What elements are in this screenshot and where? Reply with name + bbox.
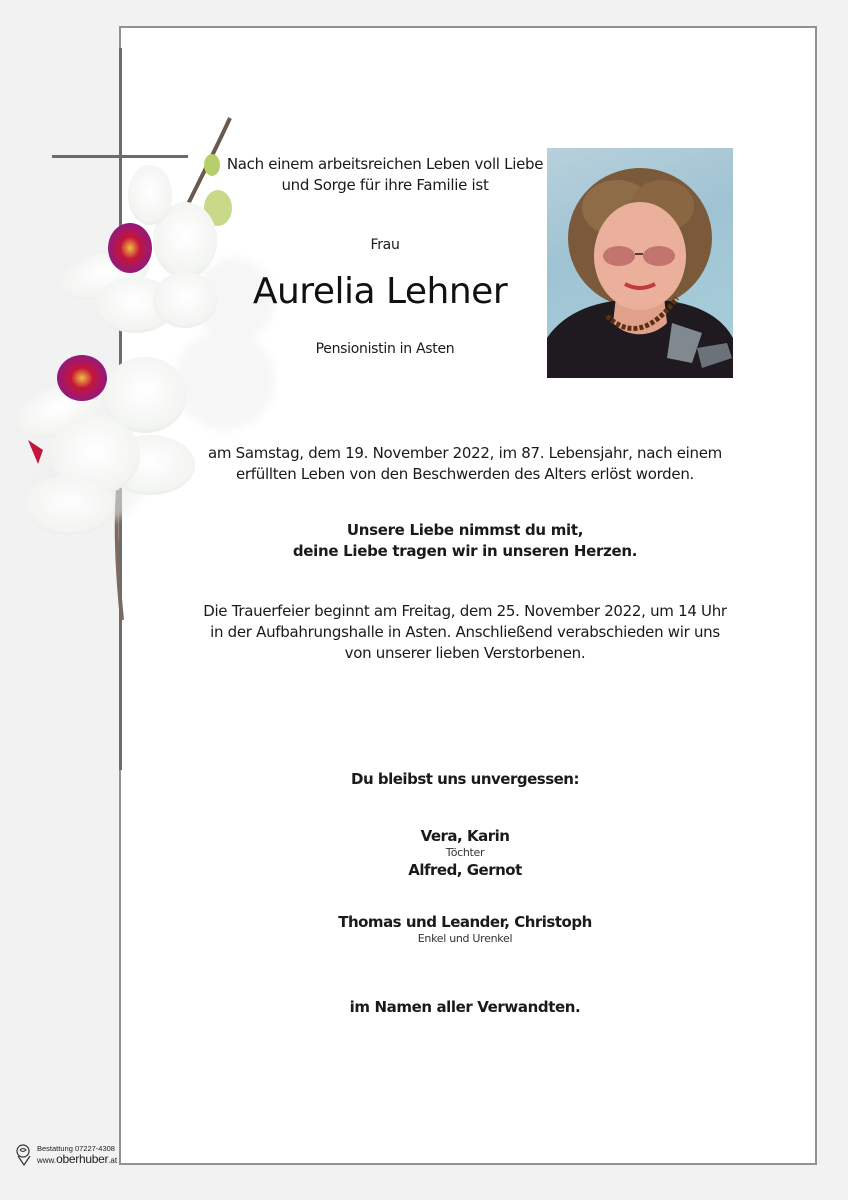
mourner-names: Alfred, Gernot xyxy=(408,861,522,879)
funeral-home-logo xyxy=(14,1144,117,1166)
logo-tld: .at xyxy=(108,1156,118,1165)
mourner-relation: Töchter xyxy=(445,846,485,859)
intro-line: und Sorge für ihre Familie ist xyxy=(281,176,489,194)
mourner-names: Vera, Karin xyxy=(420,827,510,845)
intro-text xyxy=(200,154,570,196)
mourner-group-grandchildren xyxy=(170,912,760,946)
mourner-group-daughters xyxy=(170,826,760,880)
death-line: erfüllten Leben von den Beschwerden des Alters erlöst worden. xyxy=(235,465,695,483)
logo-brand: oberhuber xyxy=(56,1152,109,1166)
ceremony-line: in der Aufbahrungshalle in Asten. Anschließend verabschieden wir uns xyxy=(210,623,720,641)
ceremony-line: Die Trauerfeier beginnt am Freitag, dem 25. November 2022, um 14 Uhr xyxy=(203,602,727,620)
intro-line: Nach einem arbeitsreichen Leben voll Liebe xyxy=(226,155,544,173)
salutation: Frau xyxy=(370,237,400,253)
death-line: am Samstag, dem 19. November 2022, im 87. Lebensjahr, nach einem xyxy=(207,444,722,462)
occupation: Pensionistin in Asten xyxy=(315,341,455,357)
portrait-photo xyxy=(547,148,733,378)
closing-line: im Namen aller Verwandten. xyxy=(349,998,581,1016)
death-announcement xyxy=(170,443,760,485)
ceremony-info xyxy=(170,601,760,664)
portrait-icon xyxy=(547,148,733,378)
quote-line: Unsere Liebe nimmst du mit, xyxy=(346,521,584,539)
rose-logo-icon xyxy=(14,1144,34,1166)
mourner-relation: Enkel und Urenkel xyxy=(417,932,513,945)
logo-phone: Bestattung 07227-4308 xyxy=(37,1144,115,1153)
memorial-quote xyxy=(170,520,760,562)
mourners-title: Du bleibst uns unvergessen: xyxy=(351,770,579,788)
ceremony-line: von unserer lieben Verstorbenen. xyxy=(344,644,586,662)
deceased-name: Aurelia Lehner xyxy=(252,271,508,312)
quote-line: deine Liebe tragen wir in unseren Herzen. xyxy=(292,542,638,560)
logo-www: www. xyxy=(37,1156,57,1165)
mourner-names: Thomas und Leander, Christoph xyxy=(338,913,592,931)
